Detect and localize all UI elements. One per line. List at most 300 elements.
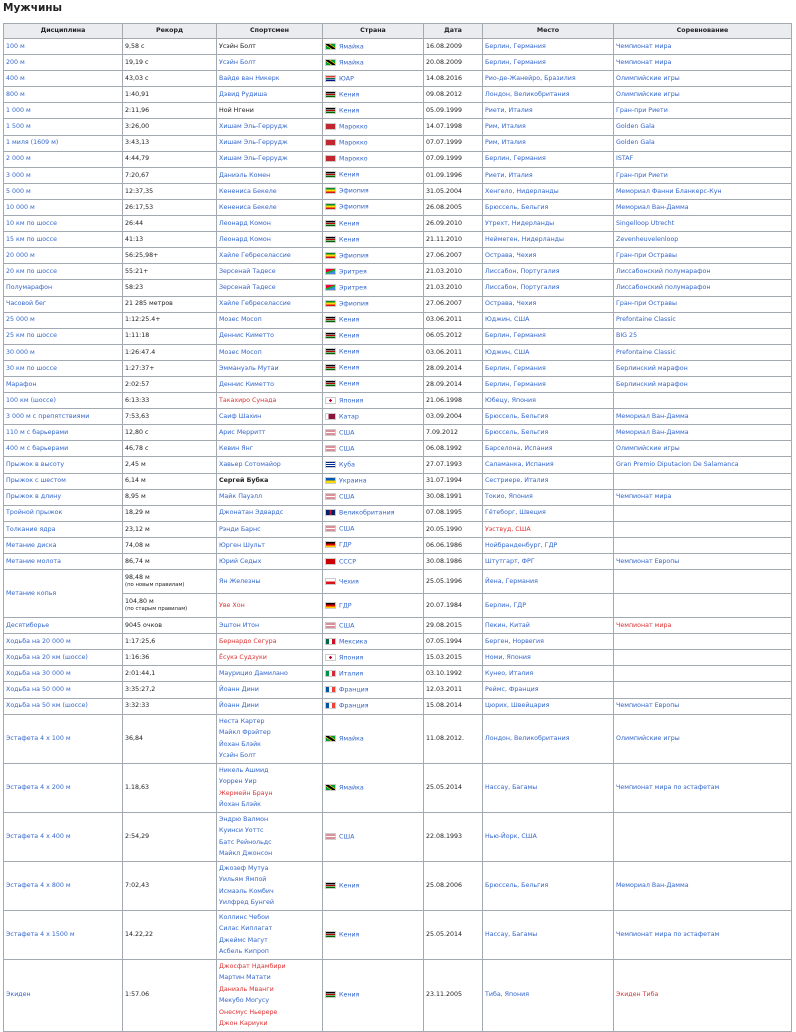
discipline-link[interactable]: Прыжок в высоту bbox=[6, 461, 65, 469]
athlete-name[interactable]: Ёсукэ Судзуки bbox=[219, 654, 267, 662]
country-link[interactable]: Кения bbox=[339, 332, 360, 340]
place-cell bbox=[483, 714, 614, 763]
place-link[interactable]: Рим, Италия bbox=[485, 139, 526, 147]
place-link[interactable]: Уэствуд, США bbox=[485, 525, 531, 533]
competition-link[interactable]: Берлинский марафон bbox=[616, 364, 688, 372]
place-link[interactable]: Юбецу, Япония bbox=[485, 396, 536, 404]
athlete-cell bbox=[217, 959, 323, 1031]
athlete-name[interactable]: Мозес Мосоп bbox=[219, 348, 262, 356]
athlete-cell bbox=[217, 151, 323, 167]
place-link[interactable]: Юджин, США bbox=[485, 316, 530, 324]
country-link[interactable]: Франция bbox=[339, 686, 369, 694]
place-link[interactable]: Сестриере, Италия bbox=[485, 477, 549, 485]
discipline-link[interactable]: Эстафета 4 х 200 м bbox=[6, 783, 71, 791]
athlete-cell bbox=[217, 812, 323, 861]
country-link[interactable]: Кения bbox=[339, 364, 360, 372]
country-link[interactable]: Ямайка bbox=[339, 784, 364, 792]
country-cell bbox=[323, 135, 424, 151]
flag-icon-ken bbox=[325, 171, 336, 178]
country-link[interactable]: Эфиопия bbox=[339, 203, 369, 211]
country-link[interactable]: Франция bbox=[339, 702, 369, 710]
discipline-link[interactable]: 5 000 м bbox=[6, 187, 31, 195]
place-link[interactable]: Берлин, ГДР bbox=[485, 601, 526, 609]
country-link[interactable]: Эфиопия bbox=[339, 300, 369, 308]
athlete-name[interactable]: Дэвид Рудиша bbox=[219, 91, 268, 99]
discipline-link[interactable]: Десятиборье bbox=[6, 621, 50, 629]
country-link[interactable]: Кения bbox=[339, 991, 360, 999]
discipline-link[interactable]: 1 миля (1609 м) bbox=[6, 139, 59, 147]
place-link[interactable]: Цюрих, Швейцария bbox=[485, 702, 550, 710]
place-link[interactable]: Риети, Италия bbox=[485, 171, 533, 179]
record-cell: 1:57.06 bbox=[123, 959, 217, 1031]
date-cell: 27.07.1993 bbox=[424, 457, 483, 473]
country-link[interactable]: Кения bbox=[339, 171, 360, 179]
place-link[interactable]: Номи, Япония bbox=[485, 654, 531, 662]
athlete-name[interactable]: Мозес Мосоп bbox=[219, 316, 262, 324]
place-link[interactable]: Берлин, Германия bbox=[485, 380, 546, 388]
competition-link[interactable]: Gran Premio Diputacion De Salamanca bbox=[616, 461, 739, 469]
athlete-name[interactable]: Джеймс Магут bbox=[219, 936, 268, 944]
competition-link[interactable]: Олимпийские игры bbox=[616, 734, 680, 742]
discipline-link[interactable]: 20 000 м bbox=[6, 251, 35, 259]
discipline-link[interactable]: Толкание ядра bbox=[6, 525, 56, 533]
country-link[interactable]: Эфиопия bbox=[339, 187, 369, 195]
country-link[interactable]: Катар bbox=[339, 413, 359, 421]
competition-link[interactable]: Мемориал Ван-Дамма bbox=[616, 203, 689, 211]
competition-link[interactable]: Golden Gala bbox=[616, 123, 655, 131]
competition-cell bbox=[614, 425, 792, 441]
col-date[interactable]: Дата bbox=[424, 24, 483, 39]
competition-link[interactable]: Олимпийские игры bbox=[616, 445, 680, 453]
athlete-name[interactable]: Усэйн Болт bbox=[219, 58, 256, 66]
date-cell: 28.09.2014 bbox=[424, 360, 483, 376]
discipline-link[interactable]: Полумарафон bbox=[6, 284, 53, 292]
country-link[interactable]: ГДР bbox=[339, 602, 352, 610]
athlete-name[interactable]: Даниэль Мванги bbox=[219, 985, 274, 993]
place-link[interactable]: Брюссель, Бельгия bbox=[485, 429, 549, 436]
discipline-link[interactable]: Эстафета 4 х 800 м bbox=[6, 881, 71, 889]
competition-link[interactable]: Чемпионат мира по эстафетам bbox=[616, 930, 720, 938]
country-cell bbox=[323, 959, 424, 1031]
athlete-cell bbox=[217, 698, 323, 714]
country-link[interactable]: США bbox=[339, 622, 355, 630]
athlete-name[interactable]: Джонатан Эдвардс bbox=[219, 509, 284, 517]
country-link[interactable]: Марокко bbox=[339, 139, 368, 147]
athlete-name[interactable]: Хишам Эль-Геррудж bbox=[219, 123, 288, 131]
athlete-name[interactable]: Мекубо Могусу bbox=[219, 997, 270, 1005]
country-link[interactable]: США bbox=[339, 833, 355, 841]
place-link[interactable]: Риети, Италия bbox=[485, 107, 533, 115]
place-link[interactable]: Барселона, Испания bbox=[485, 445, 553, 453]
country-link[interactable]: СССР bbox=[339, 558, 356, 565]
country-link[interactable]: ЮАР bbox=[339, 75, 354, 83]
athlete-name[interactable]: Хайле Гебреселассие bbox=[219, 300, 291, 308]
athlete-name[interactable]: Уилфред Бунгей bbox=[219, 899, 275, 907]
athlete-name[interactable]: Леонард Комон bbox=[219, 235, 271, 243]
place-cell bbox=[483, 87, 614, 103]
country-link[interactable]: Чехия bbox=[339, 578, 359, 586]
discipline-cell bbox=[4, 570, 123, 618]
athlete-name[interactable]: Майкл Джонсон bbox=[219, 850, 273, 858]
date-cell: 30.08.1991 bbox=[424, 489, 483, 505]
discipline-link[interactable]: Метание копья bbox=[6, 589, 57, 597]
date-cell: 06.08.1992 bbox=[424, 441, 483, 457]
place-link[interactable]: Острава, Чехия bbox=[485, 251, 537, 259]
athlete-cell bbox=[217, 409, 323, 425]
athlete-name[interactable]: Усэйн Болт bbox=[219, 752, 256, 760]
discipline-link[interactable]: 100 м bbox=[6, 42, 25, 50]
athlete-name[interactable]: Йохан Блэйк bbox=[219, 740, 261, 748]
competition-link[interactable]: Мемориал Ван-Дамма bbox=[616, 412, 689, 420]
athlete-name[interactable]: Хишам Эль-Геррудж bbox=[219, 155, 288, 163]
competition-link[interactable]: Prefontaine Classic bbox=[616, 348, 676, 356]
place-link[interactable]: Брюссель, Бельгия bbox=[485, 412, 549, 420]
competition-link[interactable]: Singelloop Utrecht bbox=[616, 219, 675, 227]
place-cell bbox=[483, 393, 614, 409]
discipline-link[interactable]: 30 км по шоссе bbox=[6, 364, 57, 372]
athlete-name[interactable]: Йоанн Дини bbox=[219, 686, 259, 694]
competition-link[interactable]: Чемпионат Европы bbox=[616, 702, 680, 710]
competition-cell bbox=[614, 554, 792, 570]
athlete-name[interactable]: Деннис Киметто bbox=[219, 332, 274, 340]
athlete-name[interactable]: Йохан Блэйк bbox=[219, 801, 261, 809]
discipline-link[interactable]: 2 000 м bbox=[6, 155, 31, 163]
place-link[interactable]: Брюссель, Бельгия bbox=[485, 881, 549, 889]
col-competition[interactable]: Соревнование bbox=[614, 24, 792, 39]
country-link[interactable]: Кения bbox=[339, 107, 360, 115]
competition-link[interactable]: Лиссабонский полумарафон bbox=[616, 284, 711, 292]
competition-link[interactable]: Чемпионат мира bbox=[616, 58, 672, 66]
flag-icon-jam bbox=[325, 735, 336, 742]
discipline-link[interactable]: Метание диска bbox=[6, 541, 57, 549]
place-link[interactable]: Лондон, Великобритания bbox=[485, 734, 570, 742]
competition-link[interactable]: Чемпионат мира bbox=[616, 42, 672, 50]
discipline-link[interactable]: 30 000 м bbox=[6, 348, 35, 356]
athlete-name[interactable]: Эндрю Валмон bbox=[219, 815, 269, 823]
discipline-link[interactable]: Ходьба на 50 000 м bbox=[6, 686, 71, 694]
competition-cell bbox=[614, 441, 792, 457]
competition-link[interactable]: Лиссабонский полумарафон bbox=[616, 268, 711, 276]
country-link[interactable]: Ямайка bbox=[339, 43, 364, 50]
competition-link[interactable]: Гран-при Риети bbox=[616, 171, 668, 179]
athlete-name[interactable]: Хишам Эль-Геррудж bbox=[219, 139, 288, 147]
competition-link[interactable]: Олимпийские игры bbox=[616, 74, 680, 82]
country-link[interactable]: Кения bbox=[339, 236, 360, 244]
competition-link[interactable]: Чемпионат мира bbox=[616, 621, 672, 629]
athlete-name[interactable]: Джозеф Мутуа bbox=[219, 864, 269, 872]
country-link[interactable]: Великобритания bbox=[339, 509, 395, 517]
competition-link[interactable]: Гран-при Остравы bbox=[616, 300, 677, 308]
athlete-name[interactable]: Уильям Ямпой bbox=[219, 876, 267, 884]
country-link[interactable]: Эритрея bbox=[339, 268, 367, 276]
country-link[interactable]: США bbox=[339, 429, 355, 437]
athlete-name[interactable]: Вайде ван Никерк bbox=[219, 74, 280, 82]
place-link[interactable]: Нью-Йорк, США bbox=[485, 832, 537, 840]
athlete-name[interactable]: Коллинс Чебои bbox=[219, 913, 270, 921]
place-cell bbox=[483, 55, 614, 71]
country-cell bbox=[323, 650, 424, 666]
athlete-name[interactable]: Уве Хон bbox=[219, 601, 245, 609]
place-link[interactable]: Нассау, Багамы bbox=[485, 930, 538, 938]
discipline-link[interactable]: 110 м с барьерами bbox=[6, 429, 69, 436]
place-link[interactable]: Нойбранденбург, ГДР bbox=[485, 541, 558, 549]
athlete-name[interactable]: Жермейн Браун bbox=[219, 789, 273, 797]
place-link[interactable]: Неймеген, Нидерланды bbox=[485, 235, 565, 243]
place-link[interactable]: Острава, Чехия bbox=[485, 300, 537, 308]
athlete-name[interactable]: Ян Железны bbox=[219, 577, 261, 585]
discipline-link[interactable]: 25 000 м bbox=[6, 316, 35, 324]
discipline-link[interactable]: 200 м bbox=[6, 58, 25, 66]
athlete-cell bbox=[217, 344, 323, 360]
country-link[interactable]: США bbox=[339, 525, 355, 533]
athlete-name[interactable]: Деннис Киметто bbox=[219, 380, 274, 388]
athlete-name[interactable]: Йоанн Дини bbox=[219, 702, 259, 710]
discipline-link[interactable]: 3 000 м bbox=[6, 171, 31, 179]
place-link[interactable]: Брюссель, Бельгия bbox=[485, 203, 549, 211]
competition-link[interactable]: Мемориал Фанни Бланкерс-Кун bbox=[616, 187, 722, 195]
discipline-link[interactable]: 400 м с барьерами bbox=[6, 445, 69, 453]
country-link[interactable]: Япония bbox=[339, 654, 364, 662]
athlete-name[interactable]: Юрий Седых bbox=[219, 557, 262, 565]
competition-link[interactable]: BIG 25 bbox=[616, 332, 638, 340]
country-cell bbox=[323, 554, 424, 570]
discipline-link[interactable]: Эстафета 4 х 100 м bbox=[6, 734, 71, 742]
athlete-name[interactable]: Эштон Итон bbox=[219, 621, 260, 629]
competition-link[interactable]: Мемориал Ван-Дамма bbox=[616, 429, 689, 436]
discipline-link[interactable]: 10 км по шоссе bbox=[6, 219, 57, 227]
table-row bbox=[4, 618, 792, 634]
athlete-name[interactable]: Онесмус Ньерере bbox=[219, 1008, 278, 1016]
athlete-name[interactable]: Леонард Комон bbox=[219, 219, 271, 227]
place-link[interactable]: Пекин, Китай bbox=[485, 621, 530, 629]
record-cell: 55:21+ bbox=[123, 264, 217, 280]
discipline-link[interactable]: Ходьба на 20 км (шоссе) bbox=[6, 654, 88, 662]
competition-link[interactable]: ISTAF bbox=[616, 155, 634, 163]
competition-cell bbox=[614, 570, 792, 594]
place-link[interactable]: Берлин, Германия bbox=[485, 58, 546, 66]
place-cell bbox=[483, 248, 614, 264]
athlete-name[interactable]: Силас Киплагат bbox=[219, 925, 273, 933]
place-link[interactable]: Берген, Норвегия bbox=[485, 637, 544, 645]
discipline-link[interactable]: 800 м bbox=[6, 91, 25, 99]
country-link[interactable]: Кения bbox=[339, 316, 360, 324]
country-link[interactable]: Эфиопия bbox=[339, 252, 369, 260]
table-row bbox=[4, 248, 792, 264]
place-link[interactable]: Рио-де-Жанейро, Бразилия bbox=[485, 74, 576, 82]
discipline-link[interactable]: 400 м bbox=[6, 74, 25, 82]
country-link[interactable]: Ямайка bbox=[339, 59, 364, 67]
athlete-name[interactable]: Зерсенай Тадесе bbox=[219, 284, 276, 292]
athlete-name[interactable]: Эммануэль Мутаи bbox=[219, 364, 279, 372]
athlete-name[interactable]: Куинси Уоттс bbox=[219, 827, 264, 835]
table-row bbox=[4, 312, 792, 328]
athlete-name[interactable]: Уоррен Уир bbox=[219, 778, 257, 786]
discipline-link[interactable]: Ходьба на 20 000 м bbox=[6, 637, 71, 645]
country-link[interactable]: Кения bbox=[339, 931, 360, 939]
country-link[interactable]: Кения bbox=[339, 380, 360, 388]
discipline-cell bbox=[4, 167, 123, 183]
place-link[interactable]: Юджин, США bbox=[485, 348, 530, 356]
athlete-name[interactable]: Кевин Янг bbox=[219, 445, 254, 453]
country-link[interactable]: Марокко bbox=[339, 123, 368, 131]
table-row bbox=[4, 698, 792, 714]
place-link[interactable]: Лиссабон, Португалия bbox=[485, 268, 560, 276]
competition-link[interactable]: Экиден Тиба bbox=[616, 991, 659, 999]
country-link[interactable]: Эритрея bbox=[339, 284, 367, 292]
discipline-link[interactable]: 20 км по шоссе bbox=[6, 268, 57, 276]
place-link[interactable]: Утрехт, Нидерланды bbox=[485, 219, 555, 227]
country-link[interactable]: Украина bbox=[339, 477, 367, 485]
discipline-link[interactable]: Марафон bbox=[6, 380, 37, 388]
flag-icon-cze bbox=[325, 578, 336, 585]
competition-link[interactable]: Мемориал Ван-Дамма bbox=[616, 881, 689, 889]
competition-link[interactable]: Олимпийские игры bbox=[616, 91, 680, 99]
discipline-link[interactable]: Ходьба на 50 км (шоссе) bbox=[6, 702, 88, 710]
athlete-name[interactable]: Хайле Гебреселассие bbox=[219, 251, 291, 259]
place-link[interactable]: Гётеборг, Швеция bbox=[485, 509, 546, 517]
discipline-link[interactable]: Прыжок с шестом bbox=[6, 477, 66, 485]
country-link[interactable]: Италия bbox=[339, 670, 364, 678]
country-link[interactable]: Куба bbox=[339, 461, 355, 469]
athlete-name[interactable]: Асбель Кипроп bbox=[219, 948, 269, 956]
competition-link[interactable]: Prefontaine Classic bbox=[616, 316, 676, 324]
discipline-link[interactable]: 25 км по шоссе bbox=[6, 332, 57, 340]
competition-link[interactable]: Чемпионат мира по эстафетам bbox=[616, 783, 720, 791]
discipline-cell bbox=[4, 537, 123, 553]
discipline-link[interactable]: 1 500 м bbox=[6, 123, 31, 131]
athlete-name[interactable]: Хавьер Сотомайор bbox=[219, 461, 281, 469]
country-link[interactable]: Кения bbox=[339, 91, 360, 99]
competition-link[interactable]: Golden Gala bbox=[616, 139, 655, 147]
date-cell: 29.08.2015 bbox=[424, 618, 483, 634]
records-table bbox=[3, 23, 792, 1032]
place-link[interactable]: Штутгарт, ФРГ bbox=[485, 557, 535, 565]
athlete-name[interactable]: Мартин Матати bbox=[219, 974, 271, 982]
athlete-name[interactable]: Кенениса Бекеле bbox=[219, 187, 277, 195]
place-link[interactable]: Берлин, Германия bbox=[485, 332, 546, 340]
date-cell: 25.05.2014 bbox=[424, 763, 483, 812]
competition-link[interactable]: Чемпионат Европы bbox=[616, 557, 680, 565]
place-link[interactable]: Берлин, Германия bbox=[485, 155, 546, 163]
col-country[interactable]: Страна bbox=[323, 24, 424, 39]
competition-link[interactable]: Чемпионат мира bbox=[616, 493, 672, 501]
date-cell: 7.09.2012 bbox=[424, 425, 483, 441]
athlete-name[interactable]: Неста Картер bbox=[219, 717, 265, 725]
discipline-link[interactable]: Метание молота bbox=[6, 557, 61, 565]
country-link[interactable]: Япония bbox=[339, 397, 364, 405]
discipline-link[interactable]: 100 км (шоссе) bbox=[6, 396, 56, 404]
date-cell: 03.06.2011 bbox=[424, 312, 483, 328]
place-link[interactable]: Реймс, Франция bbox=[485, 686, 539, 694]
discipline-link[interactable]: Часовой бег bbox=[6, 300, 47, 308]
country-link[interactable]: США bbox=[339, 493, 355, 501]
country-link[interactable]: ГДР bbox=[339, 541, 352, 549]
place-link[interactable]: Токио, Япония bbox=[485, 493, 533, 501]
athlete-name[interactable]: Зерсенай Тадесе bbox=[219, 268, 276, 276]
place-link[interactable]: Йена, Германия bbox=[485, 577, 538, 585]
place-cell bbox=[483, 594, 614, 618]
athlete-name[interactable]: Маурицио Дамилано bbox=[219, 670, 288, 678]
athlete-name[interactable]: Такахиро Сунада bbox=[219, 396, 277, 404]
discipline-link[interactable]: Экиден bbox=[6, 991, 31, 999]
discipline-link[interactable]: Эстафета 4 х 1500 м bbox=[6, 930, 75, 938]
country-link[interactable]: Кения bbox=[339, 882, 360, 890]
place-link[interactable]: Лиссабон, Португалия bbox=[485, 284, 560, 292]
flag-icon-qat bbox=[325, 413, 336, 420]
athlete-name: Усэйн Болт bbox=[219, 42, 256, 50]
athlete-name[interactable]: Никель Ашмид bbox=[219, 766, 269, 774]
discipline-link[interactable]: 1 000 м bbox=[6, 107, 31, 115]
record-cell: 18,29 м bbox=[123, 505, 217, 521]
discipline-link[interactable]: 15 км по шоссе bbox=[6, 235, 57, 243]
col-discipline[interactable]: Дисциплина bbox=[4, 24, 123, 39]
competition-link[interactable]: Zevenheuvelenloop bbox=[616, 235, 679, 243]
flag-icon-eri bbox=[325, 268, 336, 275]
table-row bbox=[4, 570, 792, 594]
discipline-link[interactable]: Прыжок в длину bbox=[6, 493, 62, 501]
place-link[interactable]: Нассау, Багамы bbox=[485, 783, 538, 791]
discipline-link[interactable]: 3 000 м с препятствиями bbox=[6, 412, 90, 420]
athlete-name[interactable]: Саиф Шахин bbox=[219, 412, 262, 420]
athlete-name[interactable]: Майк Пауэлл bbox=[219, 493, 263, 501]
record-cell: 12:37,35 bbox=[123, 183, 217, 199]
country-link[interactable]: Мексика bbox=[339, 638, 368, 646]
place-link[interactable]: Рим, Италия bbox=[485, 123, 526, 131]
place-cell bbox=[483, 570, 614, 594]
col-athlete[interactable]: Спортсмен bbox=[217, 24, 323, 39]
country-link[interactable]: Кения bbox=[339, 220, 360, 228]
competition-link[interactable]: Гран-при Риети bbox=[616, 107, 668, 115]
place-link[interactable]: Тиба, Япония bbox=[485, 991, 530, 999]
athlete-name[interactable]: Джосфат Ндамбири bbox=[219, 962, 286, 970]
athlete-name[interactable]: Рэнди Барнс bbox=[219, 525, 261, 533]
discipline-link[interactable]: Ходьба на 30 000 м bbox=[6, 670, 71, 678]
athlete-name[interactable]: Батс Рейнольдс bbox=[219, 838, 272, 846]
country-link[interactable]: Кения bbox=[339, 348, 360, 356]
athlete-name[interactable]: Юрген Шульт bbox=[219, 541, 265, 549]
discipline-link[interactable]: Эстафета 4 х 400 м bbox=[6, 832, 71, 840]
place-link[interactable]: Берлин, Германия bbox=[485, 364, 546, 372]
athlete-name[interactable]: Арис Мерритт bbox=[219, 429, 266, 436]
athlete-name[interactable]: Кенениса Бекеле bbox=[219, 203, 277, 211]
athlete-name[interactable]: Бернардо Сегура bbox=[219, 637, 277, 645]
col-record[interactable]: Рекорд bbox=[123, 24, 217, 39]
discipline-link[interactable]: 10 000 м bbox=[6, 203, 35, 211]
athlete-name[interactable]: Исмаэль Комбич bbox=[219, 887, 274, 895]
place-link[interactable]: Хенгело, Нидерланды bbox=[485, 187, 559, 195]
flag-icon-ken bbox=[325, 931, 336, 938]
place-link[interactable]: Саламанка, Испания bbox=[485, 461, 554, 469]
athlete-name[interactable]: Джон Кариуки bbox=[219, 1020, 268, 1028]
competition-link[interactable]: Гран-при Остравы bbox=[616, 251, 677, 259]
date-cell: 14.07.1998 bbox=[424, 119, 483, 135]
record-cell: 9,58 с bbox=[123, 39, 217, 55]
athlete-name[interactable]: Даниэль Комен bbox=[219, 171, 271, 179]
place-link[interactable]: Лондон, Великобритания bbox=[485, 91, 570, 99]
discipline-cell bbox=[4, 441, 123, 457]
country-link[interactable]: США bbox=[339, 445, 355, 453]
athlete-name[interactable]: Майкл Фрэйтер bbox=[219, 729, 271, 737]
place-link[interactable]: Кунео, Италия bbox=[485, 670, 534, 678]
record-cell: 1:27:37+ bbox=[123, 360, 217, 376]
country-link[interactable]: Ямайка bbox=[339, 735, 364, 743]
country-cell bbox=[323, 763, 424, 812]
competition-link[interactable]: Берлинский марафон bbox=[616, 380, 688, 388]
place-link[interactable]: Берлин, Германия bbox=[485, 42, 546, 50]
col-place[interactable]: Место bbox=[483, 24, 614, 39]
discipline-link[interactable]: Тройной прыжок bbox=[6, 509, 63, 517]
country-link[interactable]: Марокко bbox=[339, 155, 368, 163]
